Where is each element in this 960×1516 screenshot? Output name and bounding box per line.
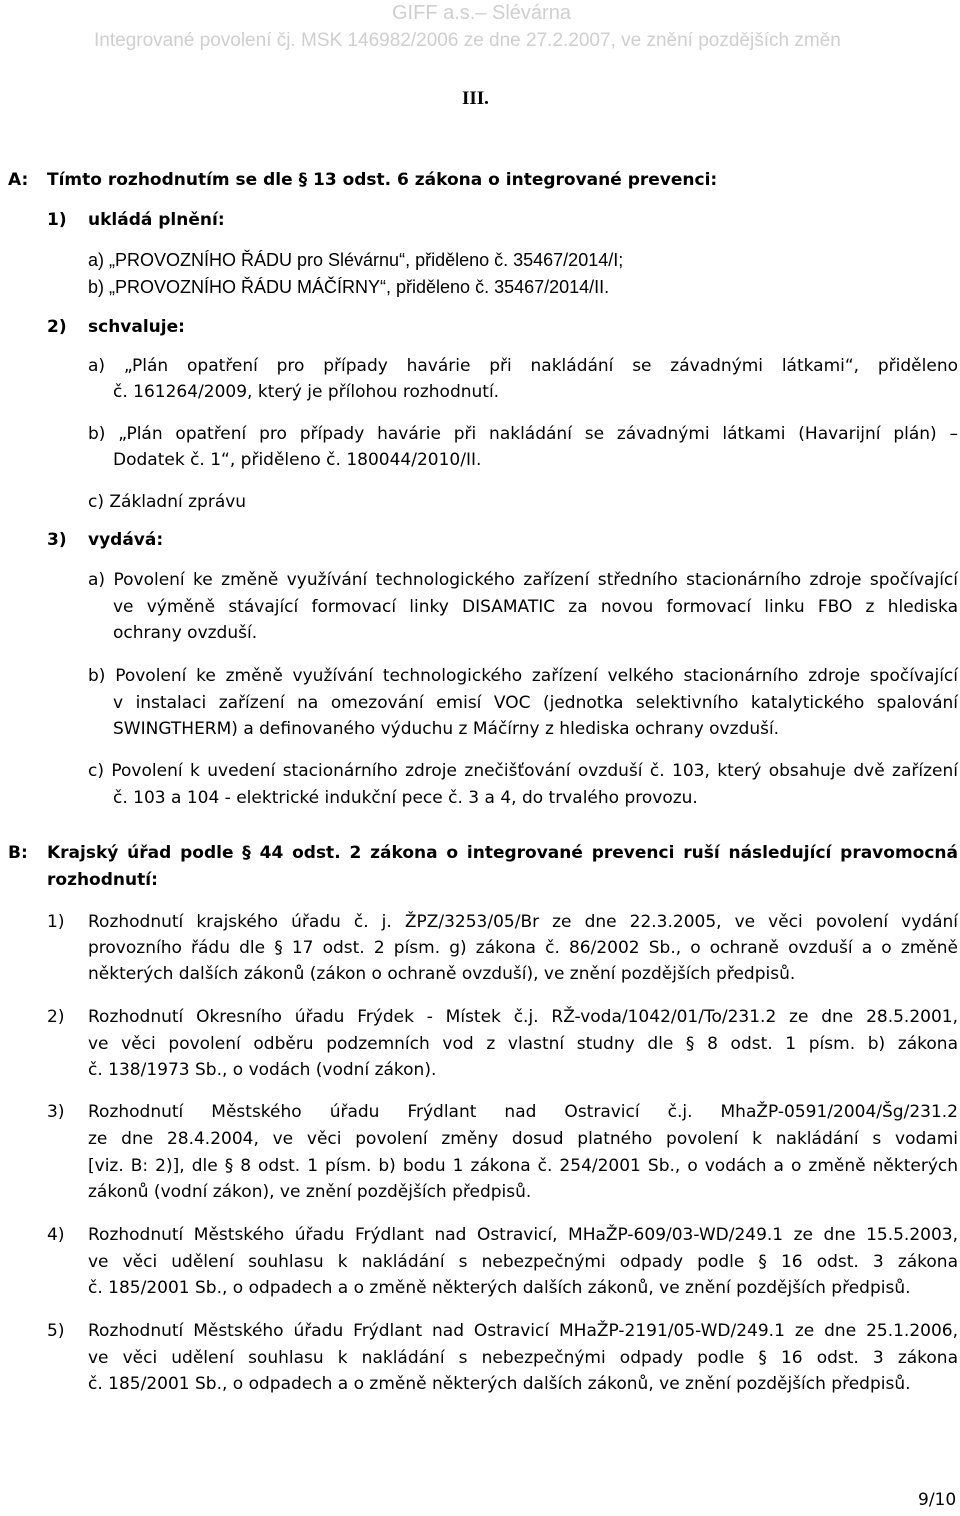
header-company: GIFF a.s.– Slévárna — [392, 2, 571, 24]
list-item: Rozhodnutí Městského úřadu Frýdlant nad Ostravicí MHaŽP-2191/05-WD/249.1 ze dne 25.1.2006, — [88, 1321, 958, 1341]
section-b-title: Krajský úřad podle § 44 odst. 2 zákona o integrované prevenci ruší následující pravomocná — [47, 843, 958, 863]
list-item-continued: č. 185/2001 Sb., o odpadech a o změně některých dalších zákonů, ve znění pozdějších předpisů. — [88, 1278, 911, 1298]
list-item-continued: SWINGTHERM) a definovaného výduchu z Máčírny z hlediska ochrany ovzduší. — [113, 719, 780, 739]
item-title: vydává: — [88, 530, 164, 550]
list-item-continued: ze dne 28.4.2004, ve věci povolení změny dosud platného povolení k nakládání s vodami — [88, 1129, 958, 1149]
item-number: 3) — [47, 530, 67, 550]
list-item-continued: ochrany ovzduší. — [113, 623, 258, 643]
section-b-title-continued: rozhodnutí: — [47, 870, 158, 890]
list-item: Rozhodnutí krajského úřadu č. j. ŽPZ/3253/05/Br ze dne 22.3.2005, ve věci povolení vydání — [88, 912, 958, 932]
list-item-continued: ve věci udělení souhlasu k nakládání s nebezpečnými odpady podle § 16 odst. 3 zákona — [88, 1348, 958, 1368]
list-item-continued: ve věci udělení souhlasu k nakládání s nebezpečnými odpady podle § 16 odst. 3 zákona — [88, 1252, 958, 1272]
section-a-label: A: — [8, 170, 29, 190]
list-item: Rozhodnutí Okresního úřadu Frýdek - Místek č.j. RŽ-voda/1042/01/To/231.2 ze dne 28.5.2001, — [88, 1007, 958, 1027]
list-item-continued: č. 103 a 104 - elektrické indukční pece č. 3 a 4, do trvalého provozu. — [113, 788, 698, 808]
section-heading: III. — [462, 88, 489, 109]
list-item-continued: Dodatek č. 1“, přiděleno č. 180044/2010/II. — [113, 450, 482, 470]
item-number: 1) — [47, 912, 65, 932]
list-item-continued: č. 161264/2009, který je přílohou rozhodnutí. — [113, 382, 500, 402]
item-number: 1) — [47, 210, 67, 230]
list-item-continued: ve výměně stávající formovací linky DISAMATIC za novou formovací linku FBO z hlediska — [113, 597, 958, 617]
section-b-label: B: — [8, 843, 28, 863]
item-number: 4) — [47, 1225, 65, 1245]
list-item-continued: některých dalších zákonů (zákon o ochraně ovzduší), ve znění pozdějších předpisů. — [88, 964, 796, 984]
item-number: 5) — [47, 1321, 65, 1341]
list-item: c) Základní zprávu — [88, 492, 247, 512]
list-item-continued: provozního řádu dle § 17 odst. 2 písm. g) zákona č. 86/2002 Sb., o ochraně ovzduší a o změně — [88, 938, 958, 958]
list-item: Rozhodnutí Městského úřadu Frýdlant nad Ostravicí, MHaŽP-609/03-WD/249.1 ze dne 15.5.2003, — [88, 1225, 958, 1245]
list-item-continued: zákonů (vodní zákon), ve znění pozdějších předpisů. — [88, 1182, 532, 1202]
item-title: schvaluje: — [88, 317, 185, 337]
list-item: a) „Plán opatření pro případy havárie při nakládání se závadnými látkami“, přiděleno — [88, 356, 958, 376]
item-title: ukládá plnění: — [88, 210, 225, 230]
list-item: b) Povolení ke změně využívání technologického zařízení velkého stacionárního zdroje spočívající — [88, 666, 958, 686]
item-number: 2) — [47, 1007, 65, 1027]
list-item: a) Povolení ke změně využívání technologického zařízení středního stacionárního zdroje spočívající — [88, 570, 958, 590]
list-item-continued: č. 138/1973 Sb., o vodách (vodní zákon). — [88, 1060, 437, 1080]
header-permit-ref: Integrované povolení čj. MSK 146982/2006 ze dne 27.2.2007, ve znění pozdějších změn — [94, 30, 841, 51]
section-a-title: Tímto rozhodnutím se dle § 13 odst. 6 zákona o integrované prevenci: — [47, 170, 718, 190]
page-number: 9/10 — [918, 1490, 957, 1510]
list-item: b) „PROVOZNÍHO ŘÁDU MÁČÍRNY“, přiděleno č. 35467/2014/II. — [88, 277, 610, 297]
item-number: 3) — [47, 1102, 65, 1122]
list-item-continued: [viz. B: 2)], dle § 8 odst. 1 písm. b) bodu 1 zákona č. 254/2001 Sb., o vodách a o změně některých — [88, 1156, 958, 1176]
list-item: b) „Plán opatření pro případy havárie při nakládání se závadnými látkami (Havarijní plán) – — [88, 424, 958, 444]
list-item: Rozhodnutí Městského úřadu Frýdlant nad Ostravicí č.j. MhaŽP-0591/2004/Šg/231.2 — [88, 1102, 958, 1122]
list-item-continued: č. 185/2001 Sb., o odpadech a o změně některých dalších zákonů, ve znění pozdějších předpisů. — [88, 1374, 911, 1394]
item-number: 2) — [47, 317, 67, 337]
list-item: a) „PROVOZNÍHO ŘÁDU pro Slévárnu“, přiděleno č. 35467/2014/I; — [88, 250, 624, 270]
list-item-continued: v instalaci zařízení na omezování emisí VOC (jednotka selektivního katalytického spalování — [113, 693, 958, 713]
list-item-continued: ve věci povolení odběru podzemních vod z vlastní studny dle § 8 odst. 1 písm. b) zákona — [88, 1034, 958, 1054]
list-item: c) Povolení k uvedení stacionárního zdroje znečišťování ovzduší č. 103, který obsahuje dvě zařízení — [88, 761, 958, 781]
